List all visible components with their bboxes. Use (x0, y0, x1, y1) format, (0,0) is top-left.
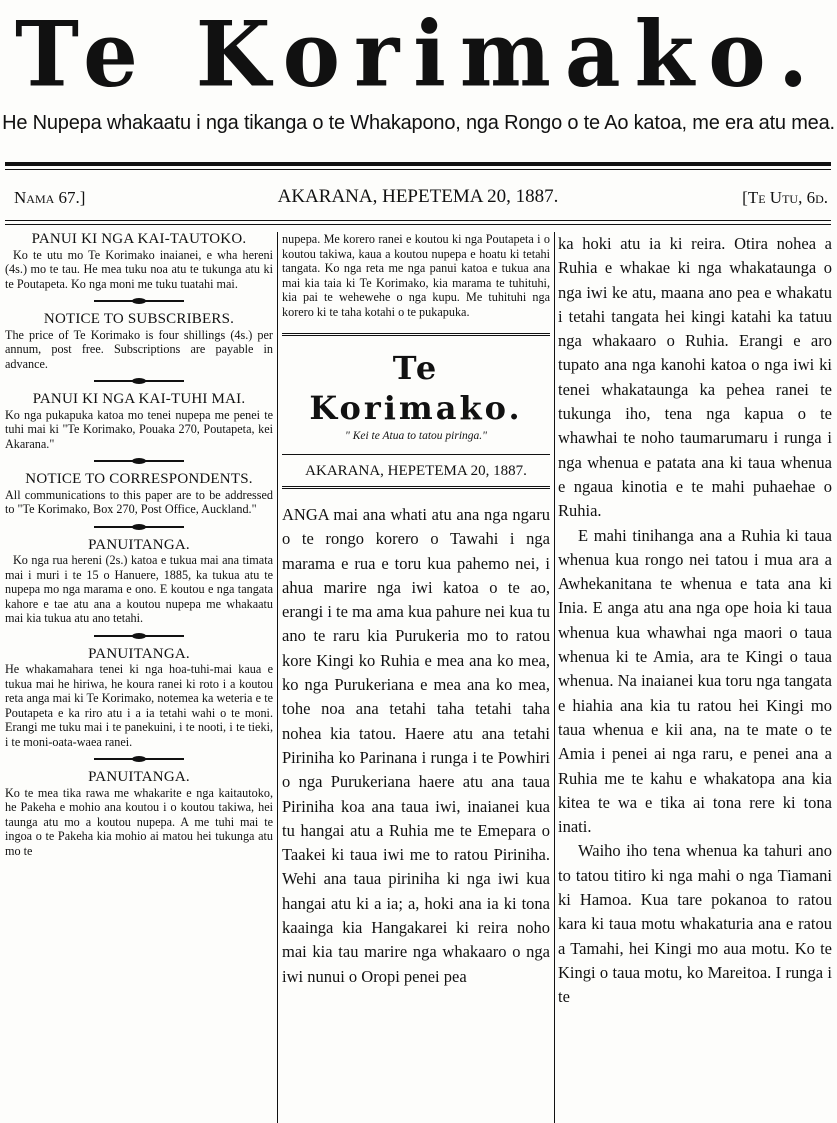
ornament-divider (94, 758, 184, 760)
notice-heading: PANUITANGA. (88, 769, 190, 785)
newspaper-subtitle: He Nupepa whakaatu i nga tikanga o te Whakapono, nga Rongo o te Ao katoa, me era atu mea. (2, 112, 835, 134)
notice-text: Ko te utu mo Te Korimako inaianei, e wha hereni (4s.) mo te tau. He mea tuku noa atu te tukunga atu ki te Poutapeta. Ko nga moni me tuku tuatahi mai. (5, 247, 273, 291)
notice-heading: PANUITANGA. (88, 536, 190, 553)
article-paragraph: Waiho iho tena whenua ka tahuri ano to tatou titiro ki nga mahi o nga Tiamani ki Hamoa. Kua tare pokanoa to ratou kara ki taua motu whakaturia ana e ratou a Tamahi, hei Kingi mo aua motu. Ko te Kingi o taua motu, ko Mareitoa. I runga i te (558, 841, 832, 1007)
ornament-divider (94, 526, 184, 528)
editorial-title: Te Korimako. (309, 349, 523, 427)
issue-line (8, 186, 828, 214)
article-paragraph: E mahi tinihanga ana a Ruhia ki taua whenua kua rongo nei tatou i mua ara a Awhekanitana te whenua e tata ana ki Inia. E anga atu ana nga ope hoia ki taua whenua kua whawhai nga maori o taua whenua ki te Amia, ara te Kingi o taua whenua. Na inaianei kua toru nga tangata e hiahia ana kia tu ratou hei Kingi mo taua whenua e kii ana, na te mate o te Amia i penei ai nga raru, e penei ana a Ruhia me te kahu e whakatopa ana kia kitea te wa e tika ai tona rere ki tona inati. (558, 525, 832, 837)
notice-heading: NOTICE TO CORRESPONDENTS. (25, 471, 253, 487)
notice-continuation: nupepa. Me korero ranei e koutou ki nga Poutapeta i o koutou takiwa, kaua a koutou nupepa e hoatu ki tetahi tangata. Ko nga reta me nga panui katoa e tukua ana mai kia taia ki Te Korimako, kia marama te tuhituhi, kia pai te wehewehe o nga kupu. Me tuhituhi nga korero ki te taha kotahi o te pukapuka. (282, 232, 550, 319)
masthead (0, 0, 837, 110)
ornament-divider (94, 460, 184, 462)
notice-heading: NOTICE TO SUBSCRIBERS. (43, 311, 235, 327)
editorial-header (282, 333, 550, 489)
masthead-rule (5, 162, 831, 166)
issue-rule (5, 220, 831, 221)
notice-text: Ko nga pukapuka katoa mo tenei nupepa me penei te tuhi mai ki "Te Korimako, Pouaka 270, Poutapeta, kei Akarana." (5, 407, 273, 451)
masthead-rule-thin (5, 169, 831, 170)
ornament-divider (94, 300, 184, 302)
ornament-divider (94, 380, 184, 382)
notices-column (5, 232, 273, 1123)
notice-text: All communications to this paper are to be addressed to "Te Korimako, Box 270, Post Office, Auckland." (5, 487, 273, 516)
notice-heading: PANUITANGA. (88, 645, 190, 662)
notice-heading: PANUI KI NGA KAI-TUHI MAI. (32, 391, 246, 407)
editorial-column (282, 232, 550, 1123)
column-divider (277, 232, 278, 1123)
issue-number: Nama 67.] (14, 188, 86, 207)
notice-text: Ko nga rua hereni (2s.) katoa e tukua mai ana timata mai i muri i te 15 o Hanuere, 1885, ka tukua atu te nupepa mo nga marama e ono. E koutou e nga tangata kahore e tae atu ana a koutou nupepa me whakaatu mai kia tukua atu ano tetahi. (5, 553, 273, 625)
notice-text: He whakamahara tenei ki nga hoa-tuhi-mai kaua e tukua mai he hiriwa, he koura ranei ki roto i a koutou reta anga mai ki Te Korimako, notemea ka weteria e te Poutapeta e ka riro atu i a ia tetahi wahi o te moni. Erangi me tuku mai i te panekuini, i te nooti, i te tieki, i te moni-oata-waea ranei. (5, 662, 273, 749)
editorial-date: AKARANA, HEPETEMA 20, 1887. (282, 454, 550, 489)
issue-rule-2 (5, 224, 831, 225)
newspaper-title: Te Korimako. (14, 1, 823, 108)
article-paragraph: ka hoki atu ia ki reira. Otira nohea a Ruhia e whakae ki nga whakataunga o nga iwi ke atu, maana ano pea e whakatu i tetahi tangata hei kingi katahi ka tatuu nga whakaaro o Ruhia. Erangi e aro tupato ana nga kanohi katoa o nga iwi ki tenei whakataunga ka pehea ranei te tukunga iho, tena nga kapua o te whawhai te noho taumarumaru i runga i nga whenua e patata ana ki taua whenua e ngaua kinotia e te mahi puhaehae o Ruhia. (558, 234, 832, 521)
editorial-body: ANGA mai ana whati atu ana nga ngaru o te rongo korero o Tawahi i nga marama e rua e toru kua pahemo nei, i ahua marire nga iwi katoa o te ao, erangi i te ma ama kua pahure nei kua tu ano te raru kia Purukeria mo to ratou kore Kingi ko Ruhia e mea ana ko mea, ko nga Purukeriana e mea ana ko mea, tohe noa ana tetahi taha tetahi taha nohea kia tatou. Haere atu ana tetahi Piriniha ko Parinana i runga i te Powhiri o nga Purukeriana haere atu ana taua Piriniha koa ana taua iwi, inaianei kua tu hangai atu a Ruhia me te Emepara o Taakei ki taua iwi me to ratou Piriniha. Wehi ana taua piriniha ki nga iwi kua hangai atu ki a ia; a, hoki ana ia ki tona kaainga kia Hangakarei ki reira noho mai kia tau marire nga whakaaro o nga iwi nunui o Oropi penei pea (282, 505, 550, 986)
column-divider (554, 232, 555, 1123)
notice-text: The price of Te Korimako is four shillings (4s.) per annum, post free. Subscriptions are payable in advance. (5, 327, 273, 371)
continuation-column (558, 232, 832, 1123)
issue-place-date: AKARANA, HEPETEMA 20, 1887. (277, 186, 559, 207)
editorial-motto: " Kei te Atua to tatou piringa." (344, 430, 487, 442)
notice-text: Ko te mea tika rawa me whakarite e nga kaitautoko, he Pakeha e mohio ana koutou i o koutou takiwa, hei taunga atu mo a koutou nupepa. A me tuhi mai te ingoa o te Pakeha kia mohio ai matou hei tukunga atu mo te (5, 785, 273, 858)
ornament-divider (94, 635, 184, 637)
issue-price: [Te Utu, 6d. (742, 188, 828, 207)
notice-heading: PANUI KI NGA KAI-TAUTOKO. (31, 232, 247, 247)
